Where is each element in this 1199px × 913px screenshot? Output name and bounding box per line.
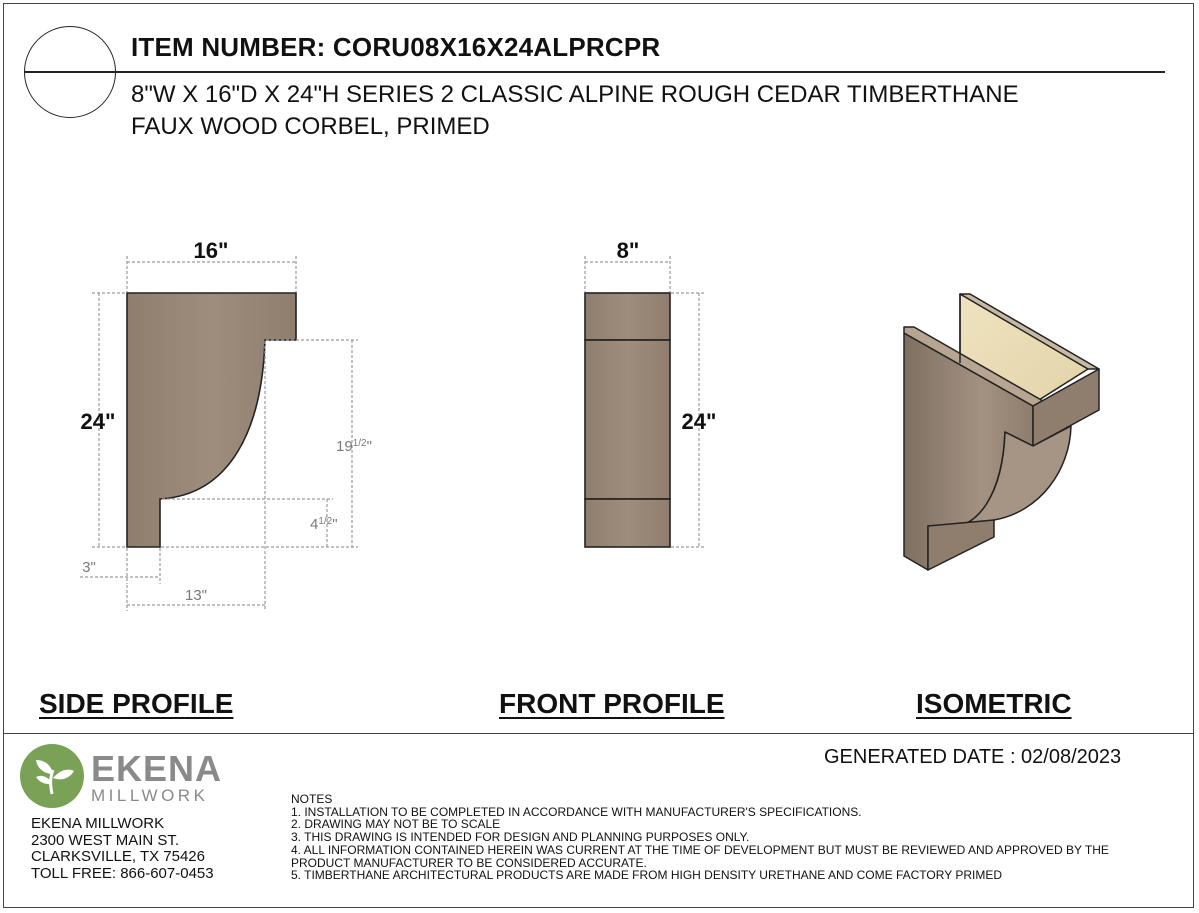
side-profile-view <box>80 238 372 611</box>
curve-width-dimension: 13" <box>184 587 208 604</box>
notes-title: NOTES <box>291 792 333 806</box>
address-line: CLARKSVILLE, TX 75426 <box>31 848 205 865</box>
company-address <box>31 816 214 882</box>
note-item: 5. TIMBERTHANE ARCHITECTURAL PRODUCTS ARE MADE FROM HIGH DENSITY URETHANE AND COME FACTORY PRIMED <box>291 868 1002 883</box>
description-line-2: FAUX WOOD CORBEL, PRIMED <box>131 113 490 140</box>
brand-name: EKENA <box>91 748 223 789</box>
curve-height-dimension <box>336 438 372 455</box>
base-height-whole: 4 <box>310 516 319 533</box>
isometric-label: ISOMETRIC <box>916 688 1072 719</box>
note-item: PRODUCT MANUFACTURER TO BE CONSIDERED ACCURATE. <box>291 855 647 870</box>
brand-subtitle: MILLWORK <box>91 786 209 805</box>
footer-rule <box>3 733 1194 734</box>
address-line: EKENA MILLWORK <box>31 815 165 832</box>
base-width-dimension: 3" <box>82 559 96 576</box>
front-profile-middle-panel <box>585 340 670 499</box>
front-profile-top-block <box>585 293 670 340</box>
curve-height-fraction: 1/2 <box>352 438 367 449</box>
side-profile-shape <box>127 293 296 547</box>
base-height-suffix: " <box>332 516 338 533</box>
address-line: TOLL FREE: 866-607-0453 <box>31 864 214 882</box>
notes-block <box>291 793 1109 882</box>
front-profile-view <box>585 238 716 547</box>
note-item: 1. INSTALLATION TO BE COMPLETED IN ACCORDANCE WITH MANUFACTURER'S SPECIFICATIONS. <box>291 804 862 819</box>
base-height-fraction: 1/2 <box>318 516 333 527</box>
note-item: 2. DRAWING MAY NOT BE TO SCALE <box>291 817 501 832</box>
ekena-logo <box>20 744 84 808</box>
side-width-dimension: 16" <box>193 238 229 263</box>
description-line-1: 8"W X 16"D X 24"H SERIES 2 CLASSIC ALPINE ROUGH CEDAR TIMBERTHANE <box>131 81 1019 108</box>
front-height-dimension: 24" <box>681 409 717 434</box>
note-item: 3. THIS DRAWING IS INTENDED FOR DESIGN AND PLANNING PURPOSES ONLY. <box>291 830 750 845</box>
generated-date: GENERATED DATE : 02/08/2023 <box>824 746 1122 768</box>
curve-height-suffix: " <box>366 438 372 455</box>
front-profile-label: FRONT PROFILE <box>499 688 725 719</box>
side-height-dimension: 24" <box>80 409 116 434</box>
isometric-view <box>904 294 1099 570</box>
iso-base-front <box>928 520 994 570</box>
address-line: 2300 WEST MAIN ST. <box>31 831 180 849</box>
leaf-icon <box>20 744 84 808</box>
base-height-dimension <box>310 516 338 533</box>
note-item: 4. ALL INFORMATION CONTAINED HEREIN WAS CURRENT AT THE TIME OF DEVELOPMENT BUT MUST BE REVIEWED AND APPROVED BY THE <box>291 842 1109 857</box>
side-profile-label: SIDE PROFILE <box>39 688 234 719</box>
curve-height-whole: 19 <box>336 438 353 455</box>
front-profile-base-block <box>585 499 670 547</box>
front-width-dimension: 8" <box>616 238 640 263</box>
item-number: ITEM NUMBER: CORU08X16X24ALPRCPR <box>131 32 661 62</box>
